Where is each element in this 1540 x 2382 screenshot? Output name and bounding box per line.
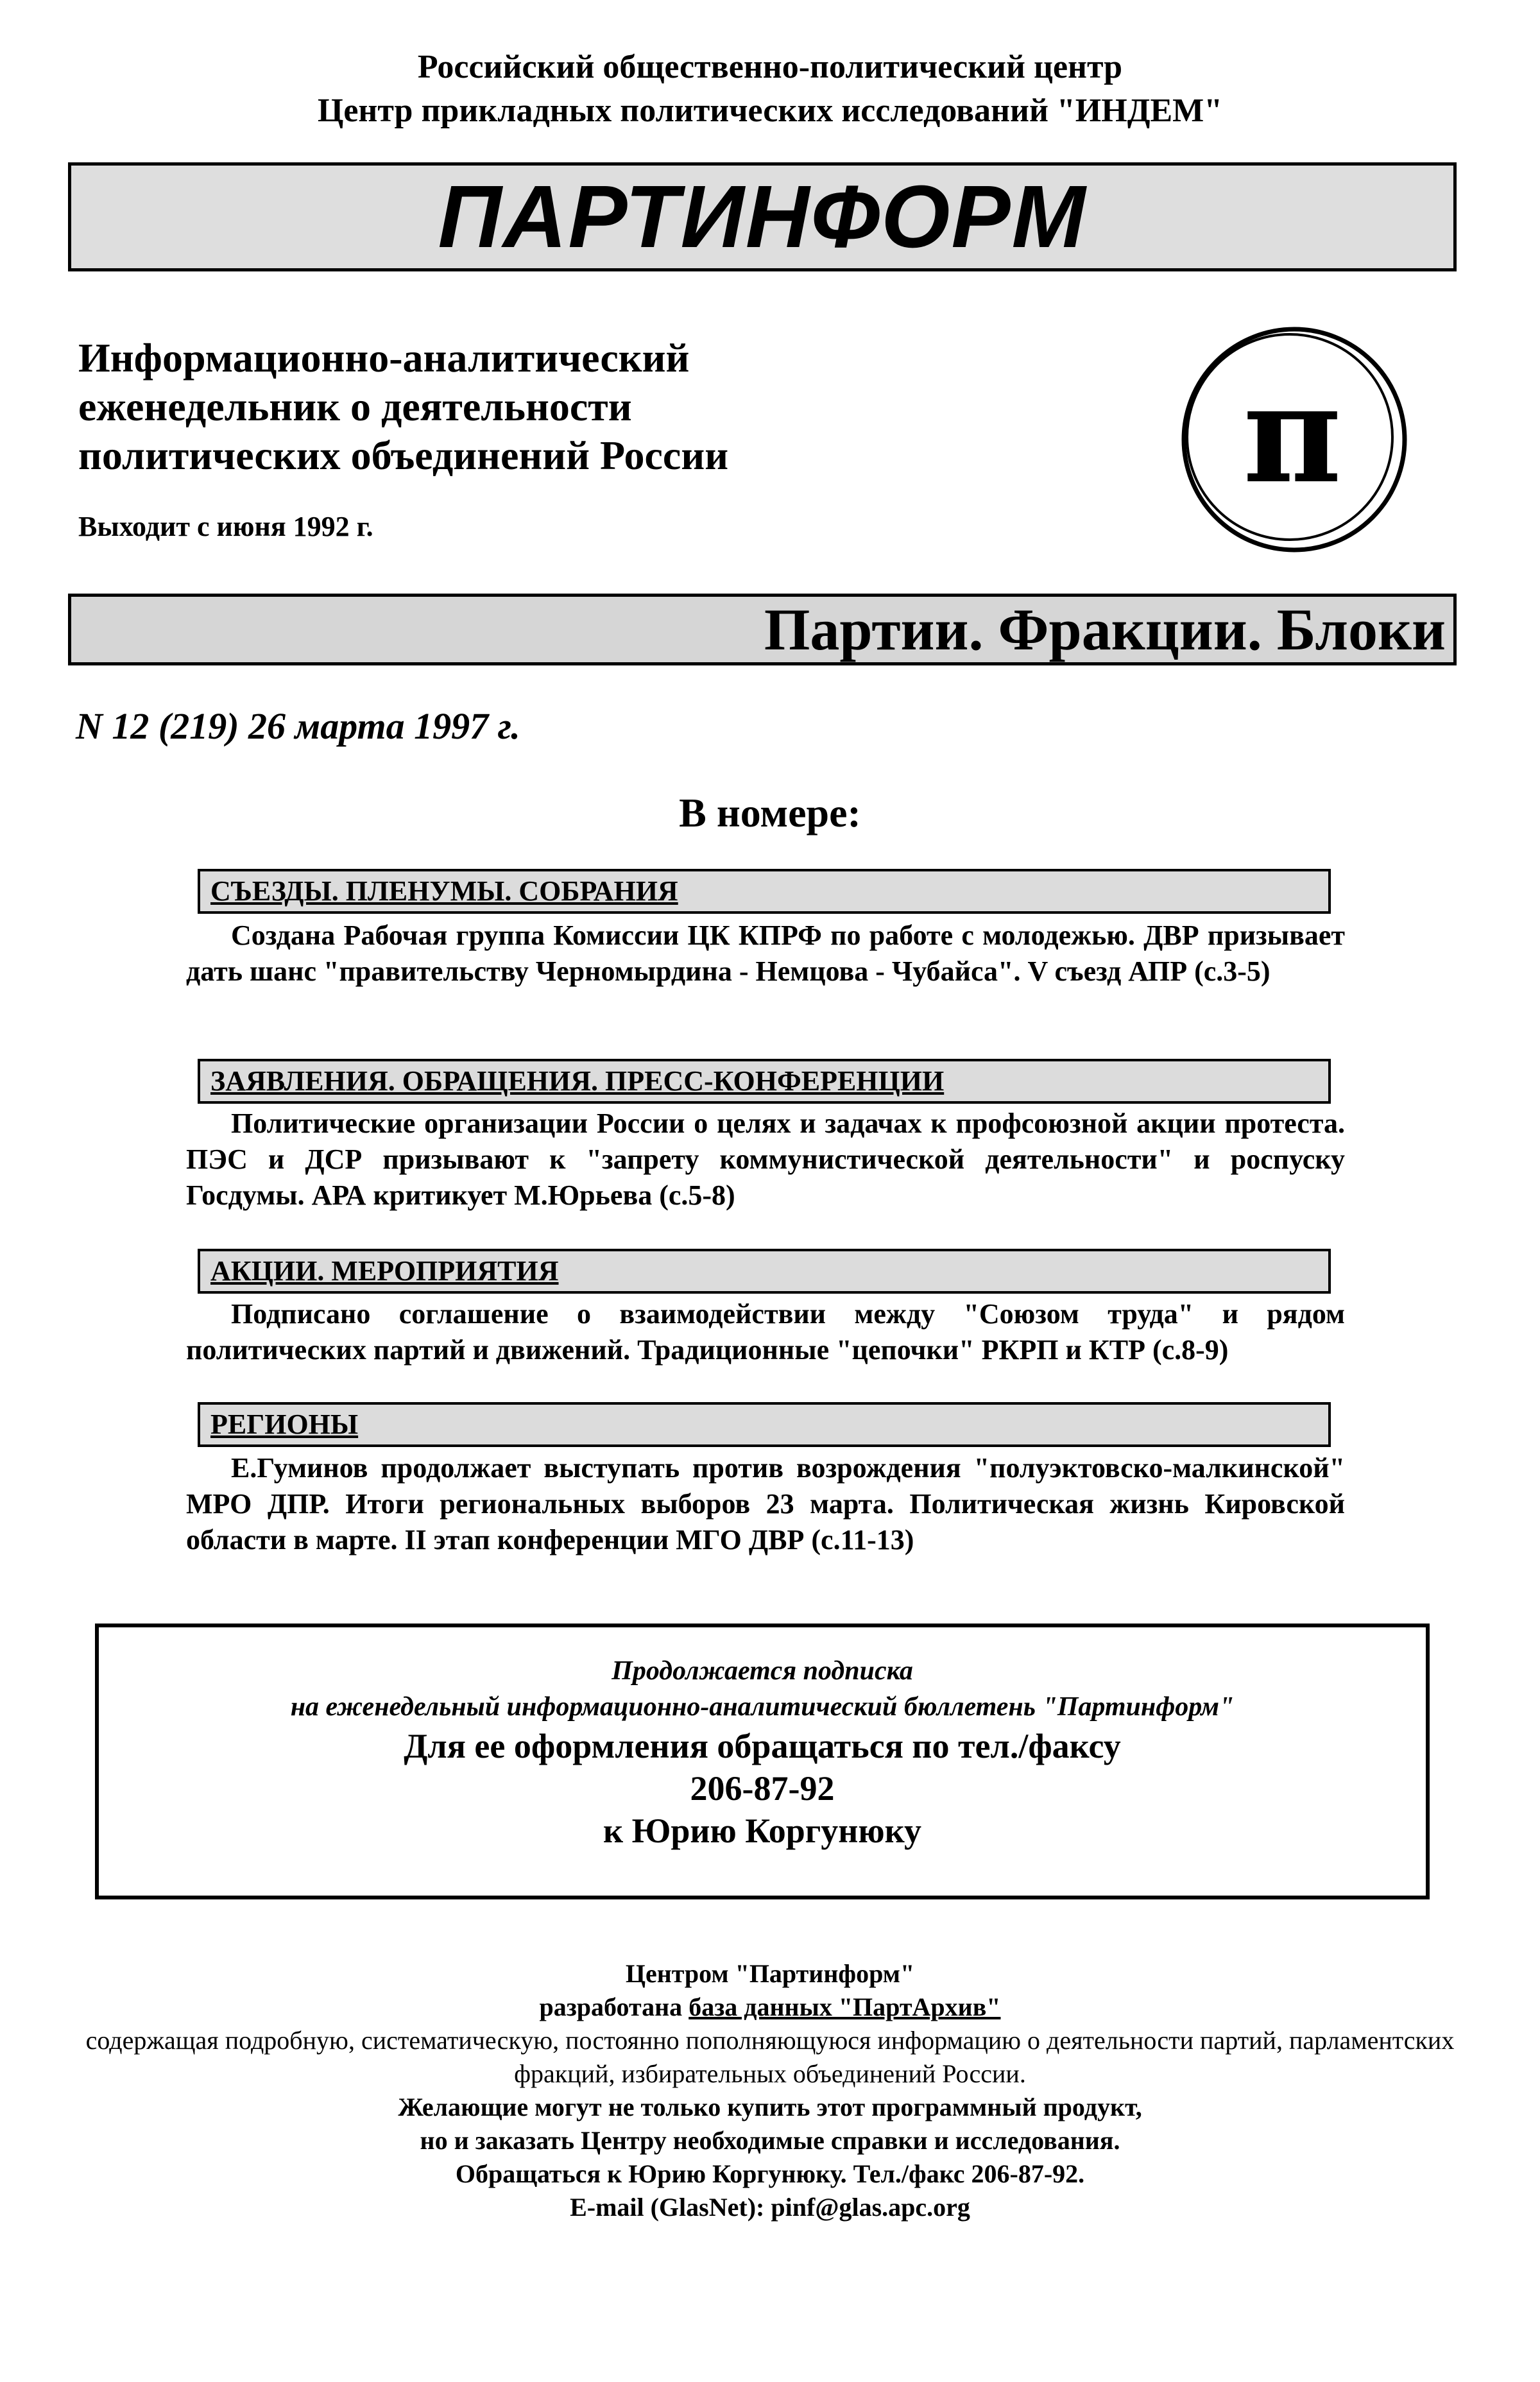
publisher-line-2: Центр прикладных политических исследований "ИНДЕМ" (317, 92, 1223, 129)
footer-line-4: Желающие могут не только купить этот программный продукт, (398, 2093, 1142, 2121)
masthead-title: ПАРТИНФОРМ (438, 167, 1087, 266)
footer-line-1: Центром "Партинформ" (625, 1959, 915, 1988)
publication-description: Информационно-аналитический еженедельник о деятельности политических объединений России (78, 335, 729, 478)
contents-category-heading: РЕГИОНЫ (198, 1402, 1331, 1447)
contents-category-heading: СЪЕЗДЫ. ПЛЕНУМЫ. СОБРАНИЯ (198, 869, 1331, 914)
subscription-phone: 206-87-92 (690, 1769, 835, 1808)
footer-line-2 (64, 1991, 1476, 2024)
masthead-box (68, 162, 1457, 271)
footer-advert (64, 1957, 1476, 2224)
section-title-box (68, 594, 1457, 665)
contents-heading: В номере: (679, 790, 861, 835)
contents-category-summary: Подписано соглашение о взаимодействии между "Союзом труда" и рядом политических партий и движений. Традиционные "цепочки" РКРП и КТР (с.8-9) (186, 1298, 1345, 1366)
contents-category-summary: Создана Рабочая группа Комиссии ЦК КПРФ по работе с молодежью. ДВР призывает дать шанс "правительству Черномырдина - Немцова - Чубайса". V съезд АПР (с.3-5) (186, 920, 1345, 987)
contents-category-heading: АКЦИИ. МЕРОПРИЯТИЯ (198, 1249, 1331, 1294)
database-link[interactable]: база данных "ПартАрхив" (689, 1992, 1001, 2021)
publisher-line-1: Российский общественно-политический центр (417, 49, 1123, 85)
logo-glyph: π (1243, 355, 1342, 513)
contents-category-summary: Е.Гуминов продолжает выступать против возрождения "полуэктовско-малкинской" МРО ДПР. Итоги региональных выборов 23 марта. Политическая жизнь Кировской области в марте. II этап конференции МГО ДВР (с.11-13) (186, 1452, 1345, 1555)
pi-logo-icon (1176, 324, 1413, 555)
footer-line-3: содержащая подробную, систематическую, постоянно пополняющуюся информацию о деятельности партий, парламентских фракций, избирательных объединений России. (85, 2026, 1455, 2088)
subscription-line-3: Для ее оформления обращаться по тел./факсу (404, 1727, 1121, 1765)
section-title: Партии. Фракции. Блоки (764, 597, 1446, 662)
issue-number-date: N 12 (219) 26 марта 1997 г. (76, 705, 520, 747)
subscription-line-2: на еженедельный информационно-аналитический бюллетень "Партинформ" (290, 1692, 1235, 1722)
subscription-notice (95, 1624, 1430, 1899)
footer-line-6: Обращаться к Юрию Коргунюку. Тел./факс 206-87-92. (455, 2159, 1085, 2188)
footer-line-2-prefix: разработана (539, 1992, 689, 2021)
subscription-line-1: Продолжается подписка (612, 1656, 913, 1686)
contents-category-summary: Политические организации России о целях и задачах к профсоюзной акции протеста. ПЭС и ДСР призывают к "запрету коммунистической деятельности" и роспуску Госдумы. АРА критикует М.Юрьева (с.5-8) (186, 1108, 1345, 1211)
footer-line-5: но и заказать Центру необходимые справки и исследования. (420, 2126, 1120, 2155)
footer-email: E-mail (GlasNet): pinf@glas.apc.org (570, 2193, 970, 2222)
contents-category-heading: ЗАЯВЛЕНИЯ. ОБРАЩЕНИЯ. ПРЕСС-КОНФЕРЕНЦИИ (198, 1059, 1331, 1104)
published-since: Выходит с июня 1992 г. (78, 511, 373, 542)
subscription-contact: к Юрию Коргунюку (603, 1812, 922, 1850)
